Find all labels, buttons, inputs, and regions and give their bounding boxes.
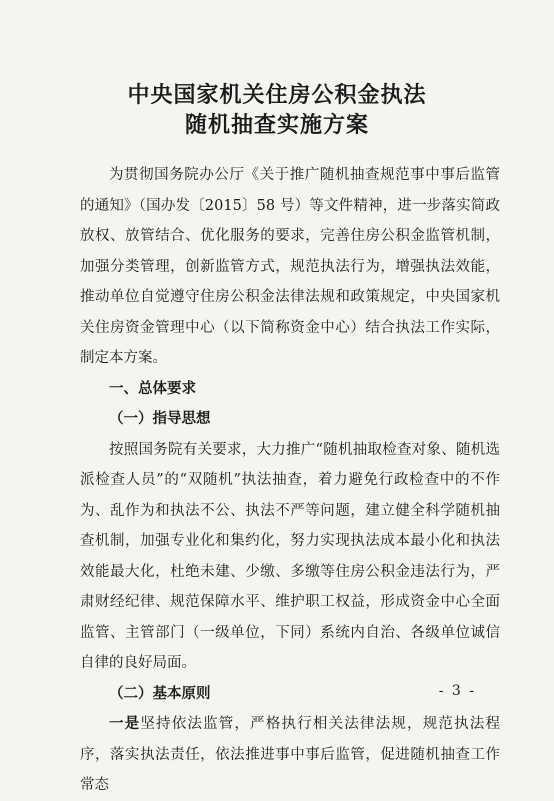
page-number: - 3 - bbox=[438, 683, 476, 699]
document-title-line1: 中央国家机关住房公积金执法 bbox=[127, 82, 427, 108]
section-heading-overall-requirements: 一、总体要求 bbox=[109, 380, 196, 397]
principle-one-paragraph bbox=[80, 709, 500, 801]
principle-one-lead: 一是 bbox=[109, 715, 141, 732]
intro-paragraph: 为贯彻国务院办公厅《关于推广随机抽查规范事中事后监管的通知》（国办发〔2015〕58 号）等文件精神，进一步落实简政放权、放管结合、优化服务的要求，完善住房公积金监管机制，加强分类管理，创新监管方式，规范执法行为，增强执法效能，推动单位自觉遵守住房公积金法律法规和政策规定，中央国家机关住房资金管理中心（以下简称资金中心）结合执法工作实际，制定本方案。 bbox=[80, 167, 500, 366]
document-body bbox=[80, 160, 500, 801]
principle-one-text: 坚持依法监管，严格执行相关法律法规，规范执法程序，落实执法责任，依法推进事中事后监管，促进随机抽查工作常态 bbox=[80, 716, 500, 793]
document-title-line2: 随机抽查实施方案 bbox=[184, 112, 369, 138]
guiding-thought-paragraph: 按照国务院有关要求，大力推广“随机抽取检查对象、随机选派检查人员”的“双随机”执法抽查，着力避免行政检查中的不作为、乱作为和执法不公、执法不严等问题，建立健全科学随机抽查机制，加强专业化和集约化，努力实现执法成本最小化和执法效能最大化，杜绝未建、少缴、多缴等住房公积金违法行为，严肃财经纪律、规范保障水平、维护职工权益，形成资金中心全面监管、主管部门（一级单位，下同）系统内自治、各级单位诚信自律的良好局面。 bbox=[80, 441, 500, 671]
subsection-heading-basic-principles: （二）基本原则 bbox=[109, 684, 211, 702]
subsection-heading-guiding-thought: （一）指导思想 bbox=[109, 410, 211, 427]
